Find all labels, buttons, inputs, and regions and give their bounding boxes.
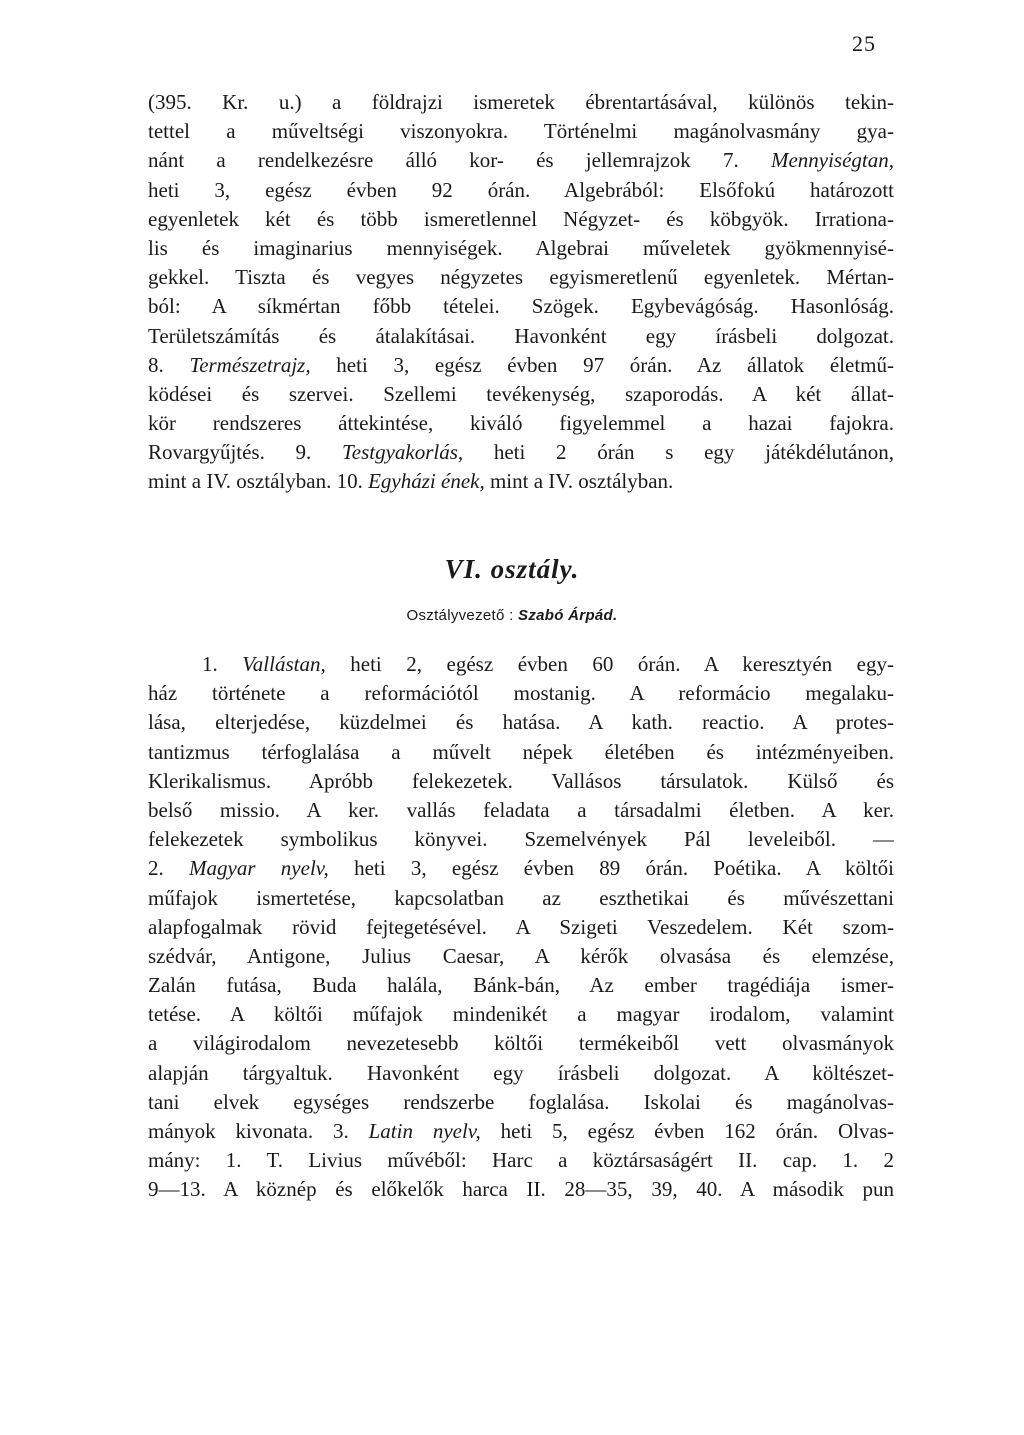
text-line: lis és imaginarius mennyiségek. Algebrai műveletek gyökmennyisé- xyxy=(148,235,894,260)
text-line: egyenletek két és több ismeretlennel Négyzet- és köbgyök. Irrationa- xyxy=(148,206,894,231)
text-line: 8. Természetrajz, heti 3, egész évben 97 órán. Az állatok életmű- xyxy=(148,352,894,377)
text-line: kör rendszeres áttekintése, kiváló figyelemmel a hazai fajokra. xyxy=(148,411,894,436)
text-line: mány: 1. T. Livius művéből: Harc a köztársaságért II. cap. 1. 2 xyxy=(148,1148,894,1173)
text-line: nánt a rendelkezésre álló kor- és jellemrajzok 7. Mennyiségtan, xyxy=(148,148,894,173)
section-heading: VI. osztály. xyxy=(444,554,580,584)
text-line: alapfogalmak rövid fejtegetésével. A Szigeti Veszedelem. Két szom- xyxy=(148,914,894,939)
page-number: 25 xyxy=(852,31,876,56)
text-line: a világirodalom nevezetesebb költői termékeiből vett olvasmányok xyxy=(148,1031,894,1056)
text-line: szédvár, Antigone, Julius Caesar, A kérők olvasása és elemzése, xyxy=(148,943,894,968)
text-block-v-class xyxy=(148,88,894,497)
text-line: (395. Kr. u.) a földrajzi ismeretek ébrentartásával, különös tekin- xyxy=(148,90,894,114)
text-line: Területszámítás és átalakításai. Havonként egy írásbeli dolgozat. xyxy=(148,323,894,348)
text-line: gekkel. Tiszta és vegyes négyzetes egyismeretlenű egyenletek. Mértan- xyxy=(148,265,894,290)
text-line: ház története a reformációtól mostanig. A reformácio megalaku- xyxy=(148,681,894,706)
text-line: 2. Magyar nyelv, heti 3, egész évben 89 órán. Poétika. A költői xyxy=(148,856,894,881)
class-teacher-name: Szabó Árpád. xyxy=(518,607,618,624)
class-teacher-label: Osztályvezető : xyxy=(406,607,514,624)
text-line: műfajok ismertetése, kapcsolatban az eszthetikai és művészettani xyxy=(148,885,894,910)
text-line: ból: A síkmértan főbb tételei. Szögek. Egybevágóság. Hasonlóság. xyxy=(148,294,894,319)
text-line: belső missio. A ker. vallás feladata a társadalmi életben. A ker. xyxy=(148,797,894,822)
text-line: ködései és szervei. Szellemi tevékenység, szaporodás. A két állat- xyxy=(148,381,894,406)
class-teacher-line xyxy=(0,607,1024,624)
text-line: Klerikalismus. Apróbb felekezetek. Vallásos társulatok. Külső és xyxy=(148,768,894,793)
text-line: alapján tárgyaltuk. Havonként egy írásbeli dolgozat. A költészet- xyxy=(148,1060,894,1085)
text-line: 1. Vallástan, heti 2, egész évben 60 órán. A keresztyén egy- xyxy=(202,652,894,676)
text-line: heti 3, egész évben 92 órán. Algebrából: Elsőfokú határozott xyxy=(148,177,894,202)
text-line: tani elvek egységes rendszerbe foglalása. Iskolai és magánolvas- xyxy=(148,1089,894,1114)
text-block-vi-class xyxy=(148,650,894,1205)
text-line: mányok kivonata. 3. Latin nyelv, heti 5, egész évben 162 órán. Olvas- xyxy=(148,1119,894,1143)
text-line: mint a IV. osztályban. 10. Egyházi ének, mint a IV. osztályban. xyxy=(148,469,674,494)
text-line: lása, elterjedése, küzdelmei és hatása. A kath. reactio. A protes- xyxy=(148,710,894,735)
text-line: tettel a műveltségi viszonyokra. Történelmi magánolvasmány gya- xyxy=(148,119,894,144)
text-line: tantizmus térfoglalása a művelt népek életében és intézményeiben. xyxy=(148,739,894,764)
text-line: Rovargyűjtés. 9. Testgyakorlás, heti 2 órán s egy játékdélutánon, xyxy=(148,440,894,465)
text-line: tetése. A költői műfajok mindenikét a magyar irodalom, valamint xyxy=(148,1002,894,1027)
text-line: Zalán futása, Buda halála, Bánk-bán, Az ember tragédiája ismer- xyxy=(148,973,894,998)
text-line: 9—13. A köznép és előkelők harca II. 28—35, 39, 40. A második pun xyxy=(148,1177,894,1202)
text-line: felekezetek symbolikus könyvei. Szemelvények Pál leveleiből. — xyxy=(148,827,894,852)
